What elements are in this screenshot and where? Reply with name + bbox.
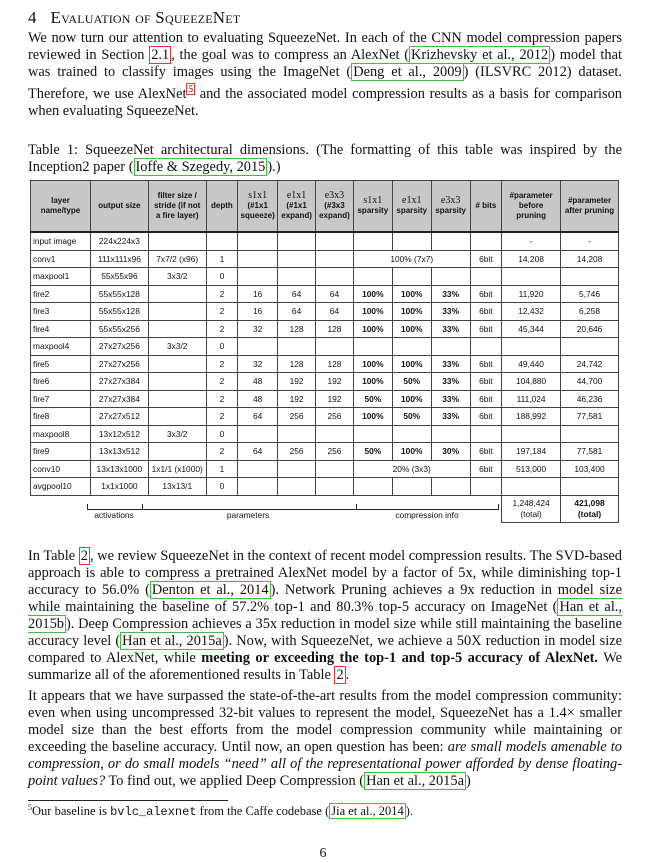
cell-s1x1-sparsity [353, 425, 392, 443]
cell-e3x3 [316, 250, 354, 268]
cell-e1x1: 64 [278, 303, 316, 321]
cell-params-before [502, 425, 561, 443]
cell-params-before: - [502, 232, 561, 250]
cell-e3x3-sparsity [431, 268, 470, 286]
header-params-before: #parameter before pruning [502, 181, 561, 233]
cell-e3x3-sparsity [431, 478, 470, 496]
cell-filter: 3x3/2 [148, 268, 206, 286]
citation-link[interactable]: Han et al., 2015a [366, 773, 464, 789]
table-row [31, 443, 619, 461]
cell-s1x1: 32 [238, 320, 278, 338]
cell-e3x3: 192 [316, 373, 354, 391]
cell-s1x1 [238, 338, 278, 356]
cell-e1x1-sparsity: 100% [392, 355, 431, 373]
cell-bits: 6bit [470, 443, 502, 461]
table-row [31, 250, 619, 268]
cell-e3x3: 256 [316, 408, 354, 426]
header-layer: layer name/type [31, 181, 91, 233]
table-row [31, 338, 619, 356]
cell-params-before: 45,344 [502, 320, 561, 338]
cell-e1x1: 128 [278, 320, 316, 338]
cell-e1x1: 64 [278, 285, 316, 303]
table-ref-link[interactable]: 2 [336, 667, 344, 683]
cell-output: 13x13x1000 [90, 460, 148, 478]
cell-bits [470, 232, 502, 250]
cell-filter: 1x1/1 (x1000) [148, 460, 206, 478]
citation-link[interactable]: Han et al., 2015b [28, 599, 623, 632]
cell-bits: 6bit [470, 285, 502, 303]
cell-e3x3: 128 [316, 355, 354, 373]
citation-link[interactable]: Krizhevsky et al., 2012 [411, 47, 549, 63]
cell-s1x1-sparsity: 50% [353, 390, 392, 408]
cell-e3x3-sparsity [431, 425, 470, 443]
cell-e1x1-sparsity: 100% [392, 303, 431, 321]
cell-output: 27x27x256 [90, 355, 148, 373]
cell-depth: 1 [206, 250, 238, 268]
citation-link[interactable]: Han et al., 2015a [122, 633, 222, 649]
cell-s1x1: 16 [238, 303, 278, 321]
cell-params-after [561, 268, 619, 286]
cell-s1x1 [238, 460, 278, 478]
cell-params-after: 77,581 [561, 443, 619, 461]
cell-e3x3-sparsity: 30% [431, 443, 470, 461]
citation-link[interactable]: Jia et al., 2014 [331, 804, 404, 819]
cell-bits [470, 338, 502, 356]
cell-filter [148, 320, 206, 338]
cell-params-before: 104,880 [502, 373, 561, 391]
header-s1x1: s1x1 (#1x1 squeeze) [238, 181, 278, 233]
cell-params-before: 49,440 [502, 355, 561, 373]
cell-params-before: 188,992 [502, 408, 561, 426]
cell-e3x3 [316, 338, 354, 356]
cell-s1x1: 48 [238, 373, 278, 391]
cell-layer: maxpool4 [31, 338, 91, 356]
cell-e1x1-sparsity: 100% [392, 390, 431, 408]
cell-s1x1-sparsity [353, 478, 392, 496]
cell-e3x3-sparsity [431, 338, 470, 356]
cell-e1x1: 256 [278, 443, 316, 461]
table-header-row [31, 181, 619, 233]
table-ref-link[interactable]: 2 [80, 548, 88, 564]
cell-s1x1 [238, 232, 278, 250]
cell-params-after: 5,746 [561, 285, 619, 303]
cell-e1x1 [278, 460, 316, 478]
cell-layer: input image [31, 232, 91, 250]
cell-params-after: 24,742 [561, 355, 619, 373]
cell-params-before: 111,024 [502, 390, 561, 408]
cell-bits: 6bit [470, 250, 502, 268]
cell-e1x1-sparsity [392, 268, 431, 286]
cell-output: 27x27x384 [90, 373, 148, 391]
cell-params-after: 6,258 [561, 303, 619, 321]
cell-bits: 6bit [470, 373, 502, 391]
table-row [31, 373, 619, 391]
cell-bits: 6bit [470, 408, 502, 426]
cell-output: 13x12x512 [90, 425, 148, 443]
cell-params-before: 12,432 [502, 303, 561, 321]
cell-s1x1-sparsity: 100% [353, 285, 392, 303]
comparison-paragraph: In Table 2 , we review SqueezeNet in the context of recent model compression results. The SVD-based approach is able to compress a pretrained AlexNet model by a factor of 5x, while diminishing top-1 accuracy to 56.0% ( Denton et al., 2014 ). Network Pruning achieves a 9x reduction in model size while maintaining the baseline of 57.2% top-1 and 80.3% top-5 accuracy on ImageNet ( Han et al., 2015b ). Deep Compression achieves a 35x reduction in model size while still maintaining the baseline accuracy level ( Han et al., 2015a ). Now, with SqueezeNet, we achieve a 50X reduction in model size compared to AlexNet, while meeting or exceeding the top-1 and top-5 accuracy of AlexNet. We summarize all of the aforementioned results in Table 2 . [28, 548, 623, 683]
cell-filter [148, 373, 206, 391]
cell-e1x1: 256 [278, 408, 316, 426]
cell-sparsity-span: 100% (7x7) [353, 250, 470, 268]
cell-filter [148, 408, 206, 426]
cell-e3x3: 128 [316, 320, 354, 338]
cell-layer: fire6 [31, 373, 91, 391]
cell-s1x1-sparsity: 100% [353, 320, 392, 338]
cell-params-before [502, 268, 561, 286]
cell-layer: fire8 [31, 408, 91, 426]
cell-s1x1 [238, 268, 278, 286]
cell-bits: 6bit [470, 390, 502, 408]
cell-params-after: 46,236 [561, 390, 619, 408]
cell-e1x1-sparsity: 100% [392, 285, 431, 303]
cell-e1x1-sparsity [392, 478, 431, 496]
cell-layer: conv10 [31, 460, 91, 478]
cell-s1x1: 32 [238, 355, 278, 373]
architecture-table [30, 180, 619, 523]
cell-bits: 6bit [470, 460, 502, 478]
cell-s1x1-sparsity: 50% [353, 443, 392, 461]
cell-e3x3: 64 [316, 285, 354, 303]
cell-e1x1-sparsity [392, 425, 431, 443]
cell-depth: 2 [206, 408, 238, 426]
total-before: 1,248,424 (total) [502, 495, 561, 522]
cell-params-after [561, 478, 619, 496]
cell-s1x1-sparsity: 100% [353, 408, 392, 426]
cell-output: 55x55x96 [90, 268, 148, 286]
header-e1x1: e1x1 (#1x1 expand) [278, 181, 316, 233]
cell-s1x1: 64 [238, 408, 278, 426]
cell-s1x1 [238, 250, 278, 268]
cell-layer: fire9 [31, 443, 91, 461]
citation-link[interactable]: Ioffe & Szegedy, 2015 [135, 159, 266, 175]
cell-e3x3 [316, 268, 354, 286]
cell-e1x1 [278, 425, 316, 443]
cell-s1x1-sparsity [353, 338, 392, 356]
table-row [31, 355, 619, 373]
cell-e1x1 [278, 478, 316, 496]
cell-e3x3 [316, 460, 354, 478]
cell-params-before: 14,208 [502, 250, 561, 268]
compression-label: compression info [395, 510, 459, 520]
cell-e3x3 [316, 478, 354, 496]
cell-output: 111x111x96 [90, 250, 148, 268]
cell-depth [206, 232, 238, 250]
state-of-art-paragraph: It appears that we have surpassed the state-of-the-art results from the model compression community: even when using uncompressed 32-bit values to represent the model, SqueezeNet has a 1.4× smaller model size than the best efforts from the model compression community while maintaining or exceeding the baseline accuracy. Until now, an open question has been: are small models amenable to compression, or do small models “need” all of the representational power afforded by dense floating-point values? To find out, we applied Deep Compression ( Han et al., 2015a ) [28, 688, 622, 789]
cell-e3x3-sparsity: 33% [431, 320, 470, 338]
cell-depth: 2 [206, 443, 238, 461]
cell-bits: 6bit [470, 303, 502, 321]
cell-depth: 2 [206, 285, 238, 303]
header-bits: # bits [470, 181, 502, 233]
cell-filter [148, 390, 206, 408]
header-e1x1-sparsity: e1x1 sparsity [392, 181, 431, 233]
cell-e3x3-sparsity: 33% [431, 285, 470, 303]
parameters-label: parameters [226, 510, 270, 520]
cell-layer: fire3 [31, 303, 91, 321]
cell-depth: 2 [206, 390, 238, 408]
section-title: Evaluation of SqueezeNet [50, 8, 241, 27]
table-row [31, 408, 619, 426]
cell-s1x1-sparsity: 100% [353, 303, 392, 321]
cell-e3x3-sparsity [431, 232, 470, 250]
header-s1x1-sparsity: s1x1 sparsity [353, 181, 392, 233]
cell-filter: 13x13/1 [148, 478, 206, 496]
cell-layer: fire7 [31, 390, 91, 408]
cell-filter [148, 303, 206, 321]
cell-e3x3: 256 [316, 443, 354, 461]
table-row [31, 268, 619, 286]
cell-depth: 0 [206, 338, 238, 356]
cell-e1x1-sparsity: 100% [392, 320, 431, 338]
cell-layer: fire5 [31, 355, 91, 373]
cell-output: 224x224x3 [90, 232, 148, 250]
footnote-rule [28, 800, 228, 801]
cell-filter [148, 285, 206, 303]
cell-e1x1-sparsity: 50% [392, 408, 431, 426]
section-ref-link[interactable]: 2.1 [151, 47, 170, 63]
header-filter: filter size / stride (if not a fire layer) [148, 181, 206, 233]
cell-e3x3 [316, 425, 354, 443]
cell-params-after: 14,208 [561, 250, 619, 268]
cell-filter: 7x7/2 (x96) [148, 250, 206, 268]
cell-e1x1 [278, 250, 316, 268]
table-row [31, 232, 619, 250]
cell-depth: 2 [206, 303, 238, 321]
table-row [31, 320, 619, 338]
cell-output: 55x55x128 [90, 303, 148, 321]
table-row [31, 478, 619, 496]
cell-filter: 3x3/2 [148, 338, 206, 356]
cell-output: 55x55x256 [90, 320, 148, 338]
cell-s1x1: 48 [238, 390, 278, 408]
cell-e3x3-sparsity: 33% [431, 355, 470, 373]
cell-output: 55x55x128 [90, 285, 148, 303]
table-caption: Table 1: SqueezeNet architectural dimensions. (The formatting of this table was inspired by the Inception2 paper ( Ioffe & Szegedy, 2015 ).) [28, 142, 622, 175]
header-depth: depth [206, 181, 238, 233]
cell-params-after [561, 425, 619, 443]
footnote: $^5$Our baseline is bvlc_alexnet from the Caffe codebase ( Jia et al., 2014 ). [28, 803, 414, 820]
cell-e1x1-sparsity: 100% [392, 443, 431, 461]
cell-e1x1: 192 [278, 373, 316, 391]
cell-params-after: 77,581 [561, 408, 619, 426]
header-e3x3-sparsity: e3x3 sparsity [431, 181, 470, 233]
cell-e3x3-sparsity: 33% [431, 390, 470, 408]
cell-layer: fire4 [31, 320, 91, 338]
cell-sparsity-span: 20% (3x3) [353, 460, 470, 478]
cell-e3x3-sparsity: 33% [431, 303, 470, 321]
table-row [31, 285, 619, 303]
cell-s1x1 [238, 425, 278, 443]
cell-output: 27x27x384 [90, 390, 148, 408]
cell-params-before: 197,184 [502, 443, 561, 461]
cell-e1x1-sparsity: 50% [392, 373, 431, 391]
cell-output: 13x13x512 [90, 443, 148, 461]
cell-e1x1-sparsity [392, 338, 431, 356]
cell-s1x1-sparsity: 100% [353, 355, 392, 373]
cell-e1x1 [278, 268, 316, 286]
table-brackets [30, 500, 619, 522]
cell-depth: 0 [206, 268, 238, 286]
cell-filter [148, 232, 206, 250]
cell-depth: 2 [206, 373, 238, 391]
cell-bits [470, 425, 502, 443]
cell-e1x1: 128 [278, 355, 316, 373]
cell-s1x1-sparsity: 100% [353, 373, 392, 391]
cell-bits: 6bit [470, 355, 502, 373]
cell-layer: maxpool1 [31, 268, 91, 286]
cell-filter: 3x3/2 [148, 425, 206, 443]
cell-params-after: 20,646 [561, 320, 619, 338]
cell-output: 27x27x256 [90, 338, 148, 356]
cell-e1x1 [278, 338, 316, 356]
cell-e3x3-sparsity: 33% [431, 408, 470, 426]
table-body [31, 232, 619, 522]
table-row [31, 303, 619, 321]
cell-e3x3 [316, 232, 354, 250]
cell-output: 1x1x1000 [90, 478, 148, 496]
activations-label: activations [94, 510, 134, 520]
page-number: 6 [319, 846, 327, 861]
cell-layer: avgpool10 [31, 478, 91, 496]
cell-s1x1-sparsity [353, 232, 392, 250]
table-row [31, 460, 619, 478]
cell-output: 27x27x512 [90, 408, 148, 426]
architecture-table-container [30, 180, 619, 523]
cell-layer: fire2 [31, 285, 91, 303]
section-heading [28, 8, 240, 28]
citation-link[interactable]: Denton et al., 2014 [151, 582, 269, 598]
cell-e1x1 [278, 232, 316, 250]
cell-s1x1 [238, 478, 278, 496]
cell-depth: 0 [206, 425, 238, 443]
cell-e3x3: 64 [316, 303, 354, 321]
cell-depth: 2 [206, 355, 238, 373]
header-params-after: #parameter after pruning [561, 181, 619, 233]
cell-params-after: 103,400 [561, 460, 619, 478]
cell-depth: 2 [206, 320, 238, 338]
cell-filter [148, 443, 206, 461]
cell-params-before [502, 478, 561, 496]
footnote-ref-link[interactable]: 5 [188, 84, 193, 94]
cell-bits [470, 268, 502, 286]
cell-depth: 0 [206, 478, 238, 496]
cell-e1x1-sparsity [392, 232, 431, 250]
table-row [31, 390, 619, 408]
header-e3x3: e3x3 (#3x3 expand) [316, 181, 354, 233]
cell-layer: conv1 [31, 250, 91, 268]
cell-params-before: 11,920 [502, 285, 561, 303]
total-after: 421,098 (total) [561, 495, 619, 522]
cell-e1x1: 192 [278, 390, 316, 408]
header-output: output size [90, 181, 148, 233]
cell-params-after: - [561, 232, 619, 250]
cell-filter [148, 355, 206, 373]
cell-bits [470, 478, 502, 496]
citation-link[interactable]: Deng et al., 2009 [353, 64, 462, 80]
cell-e3x3-sparsity: 33% [431, 373, 470, 391]
table-row [31, 425, 619, 443]
cell-layer: maxpool8 [31, 425, 91, 443]
section-number: 4 [28, 8, 37, 27]
cell-params-after [561, 338, 619, 356]
intro-paragraph: We now turn our attention to evaluating SqueezeNet. In each of the CNN model compression papers reviewed in Section 2.1 , the goal was to compress an AlexNet ( Krizhevsky et al., 2012 ) model that was trained to classify images using the ImageNet ( Deng et al., 2009 ) (ILSVRC 2012) dataset. Therefore, we use AlexNet $^5$ and the associated model compression results as a basis for comparison when evaluating SqueezeNet. [28, 30, 622, 119]
cell-s1x1: 64 [238, 443, 278, 461]
cell-params-after: 44,700 [561, 373, 619, 391]
cell-e3x3: 192 [316, 390, 354, 408]
cell-bits: 6bit [470, 320, 502, 338]
cell-s1x1: 16 [238, 285, 278, 303]
cell-s1x1-sparsity [353, 268, 392, 286]
cell-params-before: 513,000 [502, 460, 561, 478]
cell-params-before [502, 338, 561, 356]
cell-depth: 1 [206, 460, 238, 478]
